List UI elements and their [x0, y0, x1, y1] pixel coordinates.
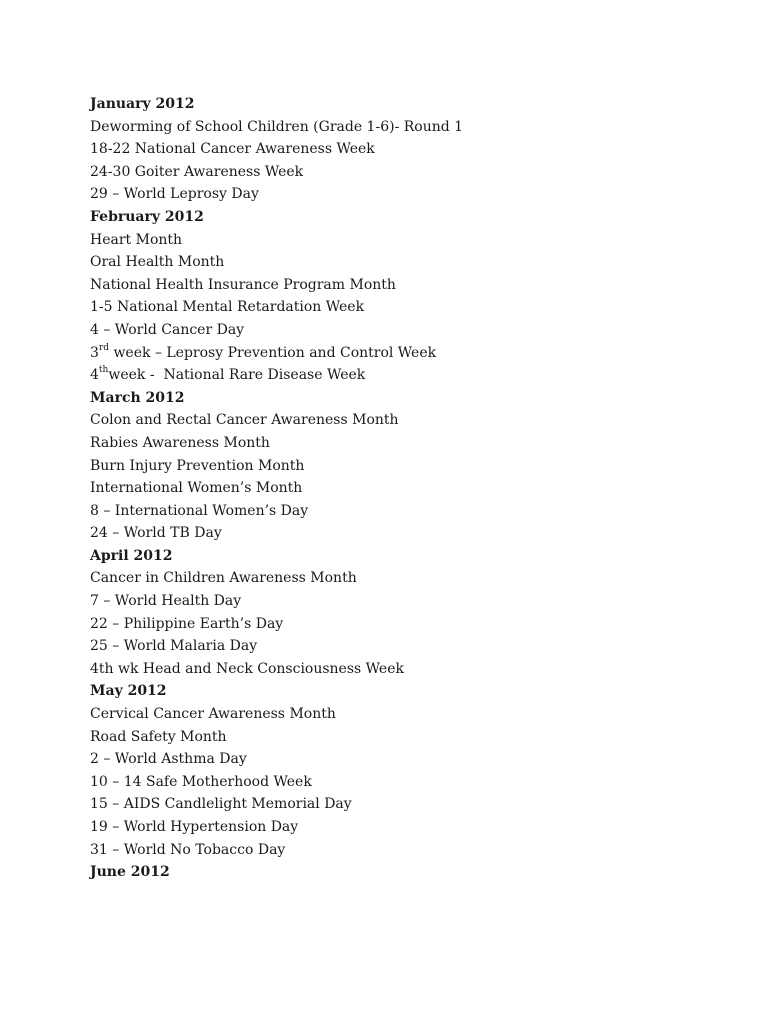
- event-line: 2 – World Asthma Day: [90, 751, 247, 768]
- ordinal-number: 3: [90, 344, 99, 361]
- event-line: Burn Injury Prevention Month: [90, 457, 305, 474]
- event-line: 10 – 14 Safe Motherhood Week: [90, 773, 312, 790]
- ordinal-number: 4: [90, 367, 99, 384]
- event-line: 24 – World TB Day: [90, 525, 222, 542]
- event-line: Oral Health Month: [90, 254, 225, 271]
- event-line: 8 – International Women’s Day: [90, 502, 309, 519]
- event-line: Cancer in Children Awareness Month: [90, 570, 357, 587]
- month-heading-january: January 2012: [90, 96, 195, 112]
- event-line-ordinal: [90, 342, 730, 365]
- event-line: 1-5 National Mental Retardation Week: [90, 299, 365, 316]
- month-heading-may: May 2012: [90, 683, 167, 700]
- event-line: 25 – World Malaria Day: [90, 638, 258, 655]
- event-line: Colon and Rectal Cancer Awareness Month: [90, 412, 399, 429]
- event-line: 22 – Philippine Earth’s Day: [90, 615, 284, 632]
- event-line: 4th wk Head and Neck Consciousness Week: [90, 660, 404, 677]
- document-page: [90, 93, 730, 884]
- event-line-ordinal: [90, 364, 730, 387]
- event-line: 19 – World Hypertension Day: [90, 819, 299, 835]
- event-text: week - National Rare Disease Week: [108, 367, 366, 384]
- event-line: Rabies Awareness Month: [90, 434, 270, 451]
- month-heading-february: February 2012: [90, 208, 204, 225]
- ordinal-suffix: rd: [98, 342, 109, 353]
- event-line: 4 – World Cancer Day: [90, 321, 245, 338]
- month-heading-june: June 2012: [90, 864, 170, 881]
- event-line: 15 – AIDS Candlelight Memorial Day: [90, 796, 352, 813]
- month-heading-april: April 2012: [90, 547, 173, 564]
- event-line: International Women’s Month: [90, 480, 303, 497]
- event-line: 31 – World No Tobacco Day: [90, 841, 286, 858]
- event-line: 18-22 National Cancer Awareness Week: [90, 141, 375, 158]
- event-line: Deworming of School Children (Grade 1-6)- Round 1: [90, 118, 464, 135]
- event-line: 24-30 Goiter Awareness Week: [90, 163, 304, 180]
- ordinal-suffix: th: [98, 365, 109, 376]
- event-line: Road Safety Month: [90, 728, 227, 745]
- event-line: 7 – World Health Day: [90, 593, 242, 610]
- month-heading-march: March 2012: [90, 389, 185, 406]
- event-line: National Health Insurance Program Month: [90, 276, 396, 293]
- event-text: week – Leprosy Prevention and Control Week: [109, 344, 437, 361]
- event-line: 29 – World Leprosy Day: [90, 186, 259, 203]
- event-line: Cervical Cancer Awareness Month: [90, 706, 336, 723]
- event-line: Heart Month: [90, 231, 183, 248]
